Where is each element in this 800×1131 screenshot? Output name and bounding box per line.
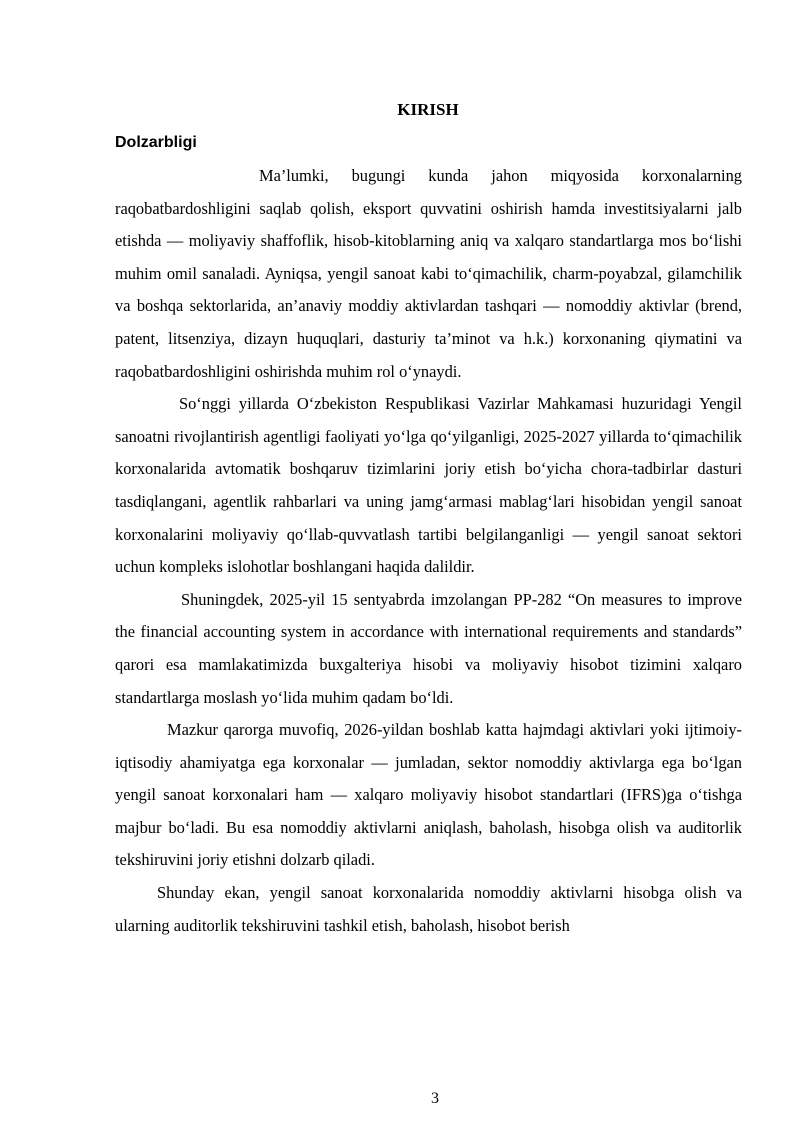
paragraph-1: Ma’lumki, bugungi kunda jahon miqyosida korxonalarning raqobatbardoshligini saqlab qolish, eksport quvvatini oshirish hamda investitsiyalarni jalb etishda — moliyaviy shaffoflik, hisob-kitoblarning aniq va xalqaro standartlarga mos bo‘lishi muhim omil sanaladi. Ayniqsa, yengil sanoat kabi to‘qimachilik, charm-poyabzal, gilamchilik va boshqa sektorlarida, an’anaviy moddiy aktivlardan tashqari — nomoddiy aktivlar (brend, patent, litsenziya, dizayn huquqlari, dasturiy ta’minot va h.k.) korxonaning qiymatini va raqobatbardoshligini oshirishda muhim rol o‘ynaydi. — [115, 166, 742, 381]
paragraph-3: Shuningdek, 2025-yil 15 sentyabrda imzolangan PP-282 “On measures to improve the financial accounting system in accordance with international requirements and standards” qarori esa mamlakatimizda buxgalteriya hisobi va moliyaviy hisobot tizimini xalqaro standartlarga moslash yo‘lida muhim qadam bo‘ldi. — [115, 589, 742, 707]
section-heading: KIRISH — [397, 100, 459, 119]
body-text — [115, 160, 742, 942]
paragraph-5: Shunday ekan, yengil sanoat korxonalarida nomoddiy aktivlarni hisobga olish va ularning auditorlik tekshiruvini tashkil etish, baholash, hisobot berish — [115, 883, 742, 935]
paragraph-4: Mazkur qarorga muvofiq, 2026-yildan boshlab katta hajmdagi aktivlari yoki ijtimoiy-iqtisodiy ahamiyatga ega korxonalar — jumladan, sektor nomoddiy aktivlarga ega bo‘lgan yengil sanoat korxonalari ham — xalqaro moliyaviy hisobot standartlari (IFRS)ga o‘tishga majbur bo‘ladi. Bu esa nomoddiy aktivlarni aniqlash, baholash, hisobga olish va auditorlik tekshiruvini joriy etishni dolzarb qiladi. — [115, 720, 742, 870]
paragraph-2: So‘nggi yillarda O‘zbekiston Respublikasi Vazirlar Mahkamasi huzuridagi Yengil sanoatni rivojlantirish agentligi faoliyati yo‘lga qo‘yilganligi, 2025-2027 yillarda to‘qimachilik korxonalarida avtomatik boshqaruv tizimlarini joriy etish bo‘yicha chora-tadbirlar dasturi tasdiqlangani, agentlik rahbarlari va uning jamg‘armasi mablag‘lari hisobidan yengil sanoat korxonalarini moliyaviy qo‘llab-quvvatlash tartibi belgilanganligi — yengil sanoat sektori uchun kompleks islohotlar boshlangani haqida dalildir. — [115, 394, 742, 577]
subsection-heading: Dolzarbligi — [115, 134, 197, 151]
page-number: 3 — [431, 1090, 439, 1107]
